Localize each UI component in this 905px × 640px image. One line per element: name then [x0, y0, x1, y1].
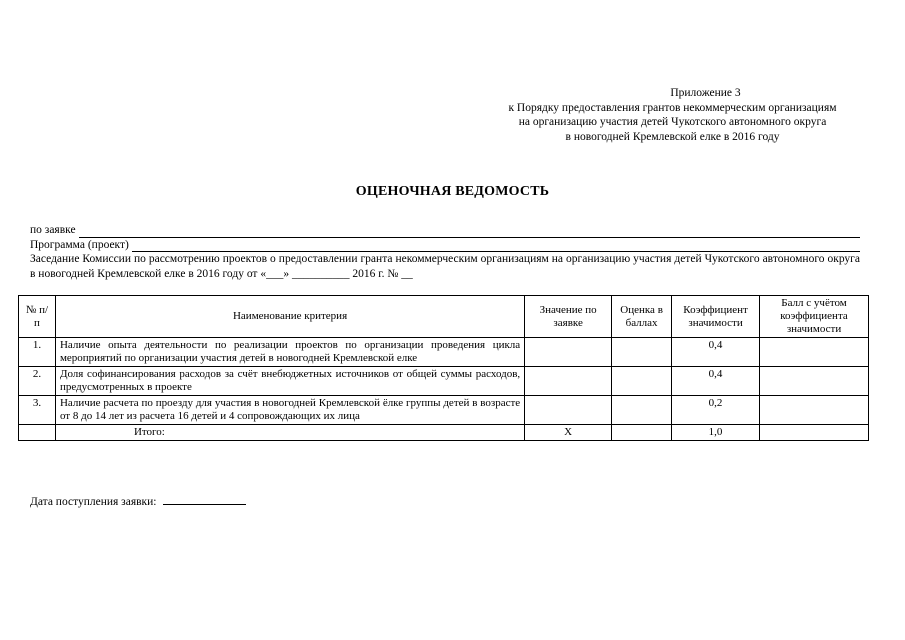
- table-row: [19, 396, 869, 425]
- date-blank[interactable]: [163, 493, 246, 505]
- row-value[interactable]: [525, 396, 612, 425]
- row-value[interactable]: [525, 367, 612, 396]
- total-coef: 1,0: [672, 425, 760, 441]
- row-weighted[interactable]: [760, 396, 869, 425]
- row-name: Наличие расчета по проезду для участия в новогодней Кремлевской ёлке группы детей в возрасте от 8 до 14 лет из расчета 16 детей и 4 сопровождающих их лица: [55, 396, 524, 425]
- date-label: Дата поступления заявки:: [30, 496, 157, 508]
- row-coef: 0,4: [672, 338, 760, 367]
- appendix-header: [420, 86, 905, 144]
- total-score[interactable]: [612, 425, 672, 441]
- appendix-line-2: к Порядку предоставления грантов некоммерческим организациям: [508, 101, 837, 114]
- appendix-number: Приложение 3: [670, 87, 741, 99]
- row-score[interactable]: [612, 367, 672, 396]
- row-num: 3.: [19, 396, 56, 425]
- meeting-text: Заседание Комиссии по рассмотрению проектов о предоставлении гранта некоммерческим организациям на организацию участия детей Чукотского автономного округа в новогодней Кремлевской елке в 2016 году от «___» __________ 2016 г. № __: [30, 253, 860, 280]
- application-label: по заявке: [30, 224, 76, 236]
- form-fields: [30, 223, 860, 281]
- header-coef: Коэффициент значимости: [672, 296, 760, 338]
- program-label: Программа (проект): [30, 238, 129, 251]
- application-blank[interactable]: [79, 226, 860, 238]
- table-header-row: [19, 296, 869, 338]
- row-name: Наличие опыта деятельности по реализации проектов по организации проведения цикла мероприятий по организации участия детей в новогодней Кремлевской елке: [55, 338, 524, 367]
- table-row: [19, 338, 869, 367]
- criteria-table: [18, 295, 869, 441]
- document-title: ОЦЕНОЧНАЯ ВЕДОМОСТЬ: [355, 184, 550, 199]
- header-weighted: Балл с учётом коэффициента значимости: [760, 296, 869, 338]
- table-row: [19, 367, 869, 396]
- date-field: [30, 493, 246, 508]
- header-name: Наименование критерия: [55, 296, 524, 338]
- appendix-line-3: на организацию участия детей Чукотского автономного округа: [518, 116, 827, 129]
- row-score[interactable]: [612, 338, 672, 367]
- program-field: [30, 238, 860, 253]
- total-value: X: [525, 425, 612, 441]
- appendix-line-4: в новогодней Кремлевской елке в 2016 году: [565, 130, 780, 143]
- program-blank[interactable]: [132, 240, 860, 252]
- row-value[interactable]: [525, 338, 612, 367]
- header-score: Оценка в баллах: [612, 296, 672, 338]
- header-value: Значение по заявке: [525, 296, 612, 338]
- row-num: 2.: [19, 367, 56, 396]
- row-coef: 0,4: [672, 367, 760, 396]
- header-num: № п/п: [19, 296, 56, 338]
- total-num: [19, 425, 56, 441]
- application-field: [30, 223, 860, 238]
- row-coef: 0,2: [672, 396, 760, 425]
- row-weighted[interactable]: [760, 338, 869, 367]
- total-weighted[interactable]: [760, 425, 869, 441]
- row-weighted[interactable]: [760, 367, 869, 396]
- row-num: 1.: [19, 338, 56, 367]
- row-score[interactable]: [612, 396, 672, 425]
- row-name: Доля софинансирования расходов за счёт внебюджетных источников от общей суммы расходов, предусмотренных в проекте: [55, 367, 524, 396]
- total-row: [19, 425, 869, 441]
- total-label: Итого:: [55, 425, 524, 441]
